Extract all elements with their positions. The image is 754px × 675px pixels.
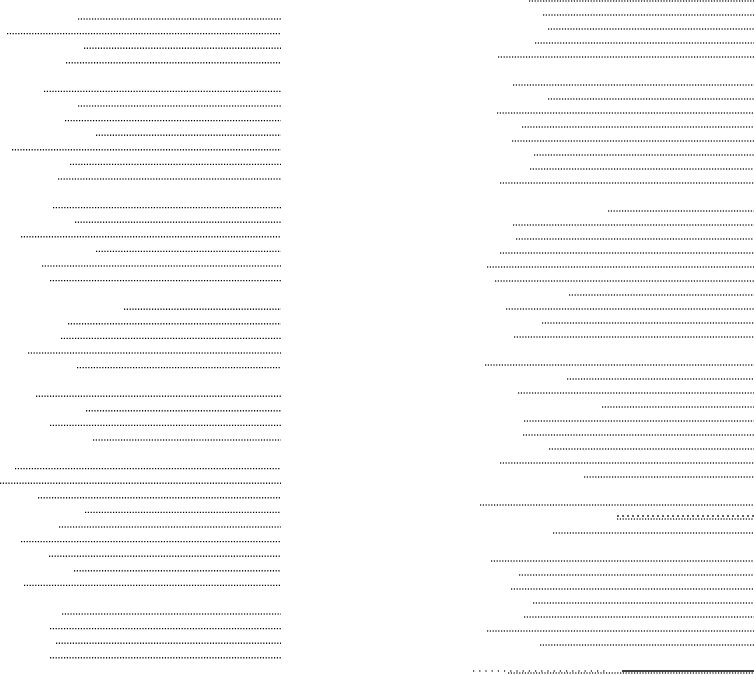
bottom-strokes — [473, 516, 754, 671]
right-column — [480, 1, 754, 673]
left-column — [0, 19, 281, 658]
